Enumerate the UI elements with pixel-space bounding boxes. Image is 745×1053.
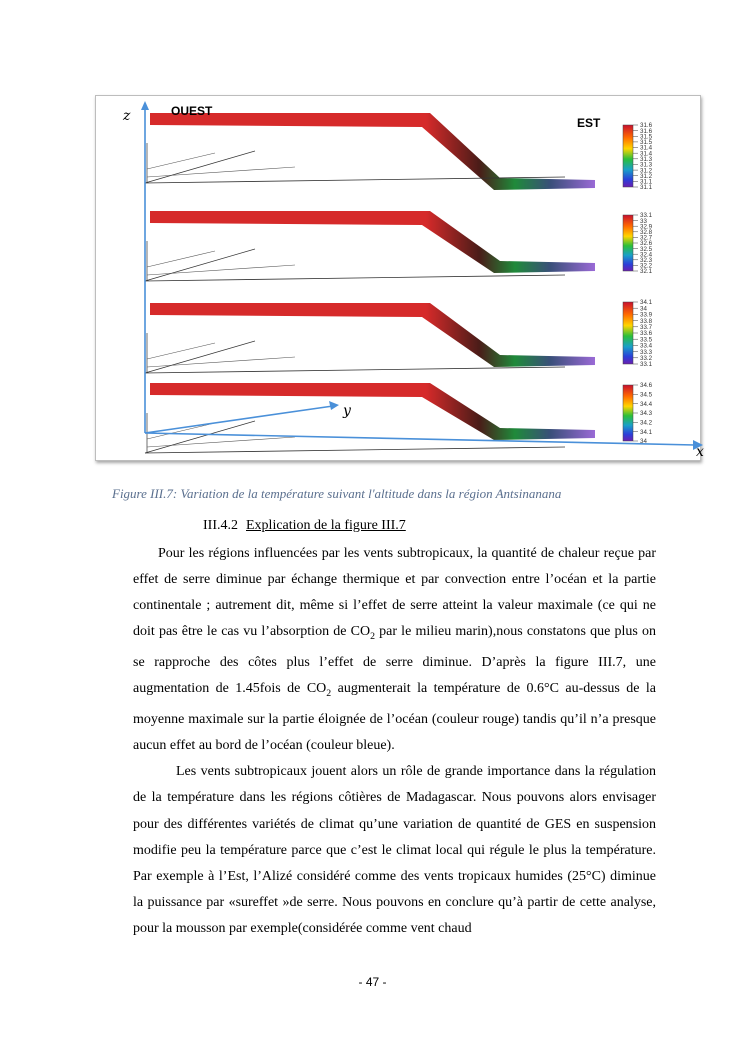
surface-grid-line [147, 357, 295, 367]
colorbar-tick-label: 31.2 [640, 172, 653, 180]
co2-subscript: 2 [370, 631, 375, 643]
colorbar-3 [623, 302, 633, 364]
paragraph-2: Les vents subtropicaux jouent alors un rôle de grande importance dans la régulation de la température dans les régions côtières de Madagascar. Nous pouvons alors envisager pour des différentes variétés de climat qu’une variation de quantité de GES en suspension modifie peu la température parce que c’est le climat local qui régule le plus la température. Par exemple à l’Est, l’Alizé considéré comme des vents tropicaux humides (25°C) diminue la puissance par «sureffet »de serre. Nous pouvons en conclure qu’à partir de cette analyse, pour la mousson par exemple(considérée comme vent chaud [133, 764, 656, 936]
co2-subscript: 2 [326, 688, 332, 700]
colorbar-1 [623, 125, 633, 187]
x-axis-label: x [696, 444, 704, 460]
colorbar-tick-label: 33.3 [640, 348, 653, 356]
colorbar-tick-label: 32.3 [640, 257, 653, 264]
temperature-surface-4 [150, 383, 595, 440]
colorbar-tick-label: 32.2 [640, 262, 653, 270]
z-axis-arrow-icon [141, 101, 149, 110]
body-text [133, 541, 656, 942]
colorbar-tick-label: 33.1 [640, 361, 653, 369]
colorbar-tick-label: 33 [640, 217, 647, 225]
colorbar-2 [623, 215, 633, 271]
x-axis-line [145, 433, 695, 445]
east-label: EST [577, 116, 601, 130]
colorbar-tick-label: 31.3 [640, 156, 653, 164]
colorbar-tick-label: 32.8 [640, 229, 653, 236]
colorbar-tick-label: 33.4 [640, 342, 653, 350]
paragraph-1-part-a: Pour les régions influencées par les vents subtropicaux, la quantité de chaleur reçue par effet de serre diminue par échange thermique et par convection entre l’océan et la partie continentale ; autrement dit, même si l’effet de serre atteint la valeur maximale (ce qui ne doit pas être le cas vu l’absorption de CO [133, 546, 656, 640]
colorbar-tick-label: 33.9 [640, 311, 653, 319]
colorbar-tick-label: 34.1 [640, 428, 653, 436]
paragraph-1 [133, 541, 656, 759]
figure-caption: Figure III.7: Variation de la température suivant l'altitude dans la région Antsinanana [112, 486, 562, 501]
section-title: Explication de la figure III.7 [246, 518, 406, 533]
y-axis-line [145, 406, 333, 433]
colorbar-tick-label: 32.9 [640, 223, 653, 231]
colorbar-tick-label: 31.1 [640, 184, 653, 192]
paragraph-1-part-b: par le milieu marin),nous constatons que plus on se rapproche des côtes plus l’effet de serre diminue. D’après la figure III.7, une augmentation de 1.45fois de CO [133, 624, 656, 697]
page-number: - 47 - [358, 975, 387, 989]
surface-grid-line [147, 167, 295, 177]
section-heading [203, 518, 406, 534]
y-axis-label: y [343, 403, 351, 419]
temperature-surface-2 [150, 211, 595, 273]
surface-base-diagonal [145, 341, 255, 373]
surface-base-diagonal [145, 249, 255, 281]
surface-grid-line [147, 343, 215, 359]
colorbar-tick-label: 32.6 [640, 240, 653, 248]
surface-base-line [145, 275, 565, 281]
paragraph-1-part-c: augmenterait la température de 0.6°C au-dessus de la moyenne maximale sur la partie éloignée de l’océan (couleur rouge) tandis qu’il n’a presque aucun effet au bord de l’océan (couleur bleue). [133, 681, 657, 754]
colorbar-tick-label: 33.5 [640, 336, 653, 344]
colorbar-tick-label: 31.3 [640, 161, 653, 169]
section-number: III.4.2 [203, 518, 238, 533]
colorbar-tick-label: 34.3 [640, 410, 653, 418]
colorbar-tick-label: 32.4 [640, 251, 653, 259]
colorbar-tick-label: 31.5 [640, 133, 653, 141]
colorbar-4 [623, 385, 633, 441]
temperature-surface-1 [150, 113, 595, 190]
surface-grid-line [147, 153, 215, 169]
colorbar-tick-label: 31.6 [640, 122, 653, 130]
colorbar-tick-label: 31.5 [640, 139, 653, 147]
colorbar-tick-label: 33.8 [640, 317, 653, 325]
surface-base-line [145, 447, 565, 453]
colorbar-tick-label: 32.7 [640, 234, 653, 242]
colorbar-tick-label: 34.2 [640, 419, 653, 427]
z-axis-label: z [123, 108, 131, 124]
surface-grid-line [147, 437, 295, 447]
colorbar-tick-label: 32.5 [640, 245, 653, 253]
colorbar-tick-label: 31.6 [640, 127, 653, 135]
temperature-surface-3 [150, 303, 595, 367]
colorbar-tick-label: 34 [640, 305, 647, 313]
colorbar-tick-label: 33.2 [640, 355, 653, 362]
y-axis-arrow-icon [329, 401, 339, 410]
colorbar-tick-label: 34.5 [640, 391, 653, 399]
temperature-altitude-figure [95, 95, 707, 465]
colorbar-tick-label: 34 [640, 438, 647, 446]
colorbar-tick-label: 31.4 [640, 144, 653, 152]
surface-base-line [145, 367, 565, 373]
colorbar-tick-label: 31.2 [640, 167, 653, 175]
colorbar-tick-label: 33.6 [640, 330, 653, 338]
colorbar-tick-label: 31.4 [640, 150, 653, 158]
surface-base-diagonal [145, 151, 255, 183]
colorbar-tick-label: 33.7 [640, 324, 653, 331]
colorbar-tick-label: 31.1 [640, 178, 653, 186]
colorbar-tick-label: 32.1 [640, 268, 653, 276]
surface-grid-line [147, 251, 215, 267]
colorbar-tick-label: 34.4 [640, 400, 653, 408]
surface-grid-line [147, 265, 295, 275]
colorbar-tick-label: 34.1 [640, 299, 653, 307]
colorbar-tick-label: 34.6 [640, 382, 653, 390]
colorbar-tick-label: 33.1 [640, 212, 653, 220]
west-label: OUEST [171, 104, 213, 118]
